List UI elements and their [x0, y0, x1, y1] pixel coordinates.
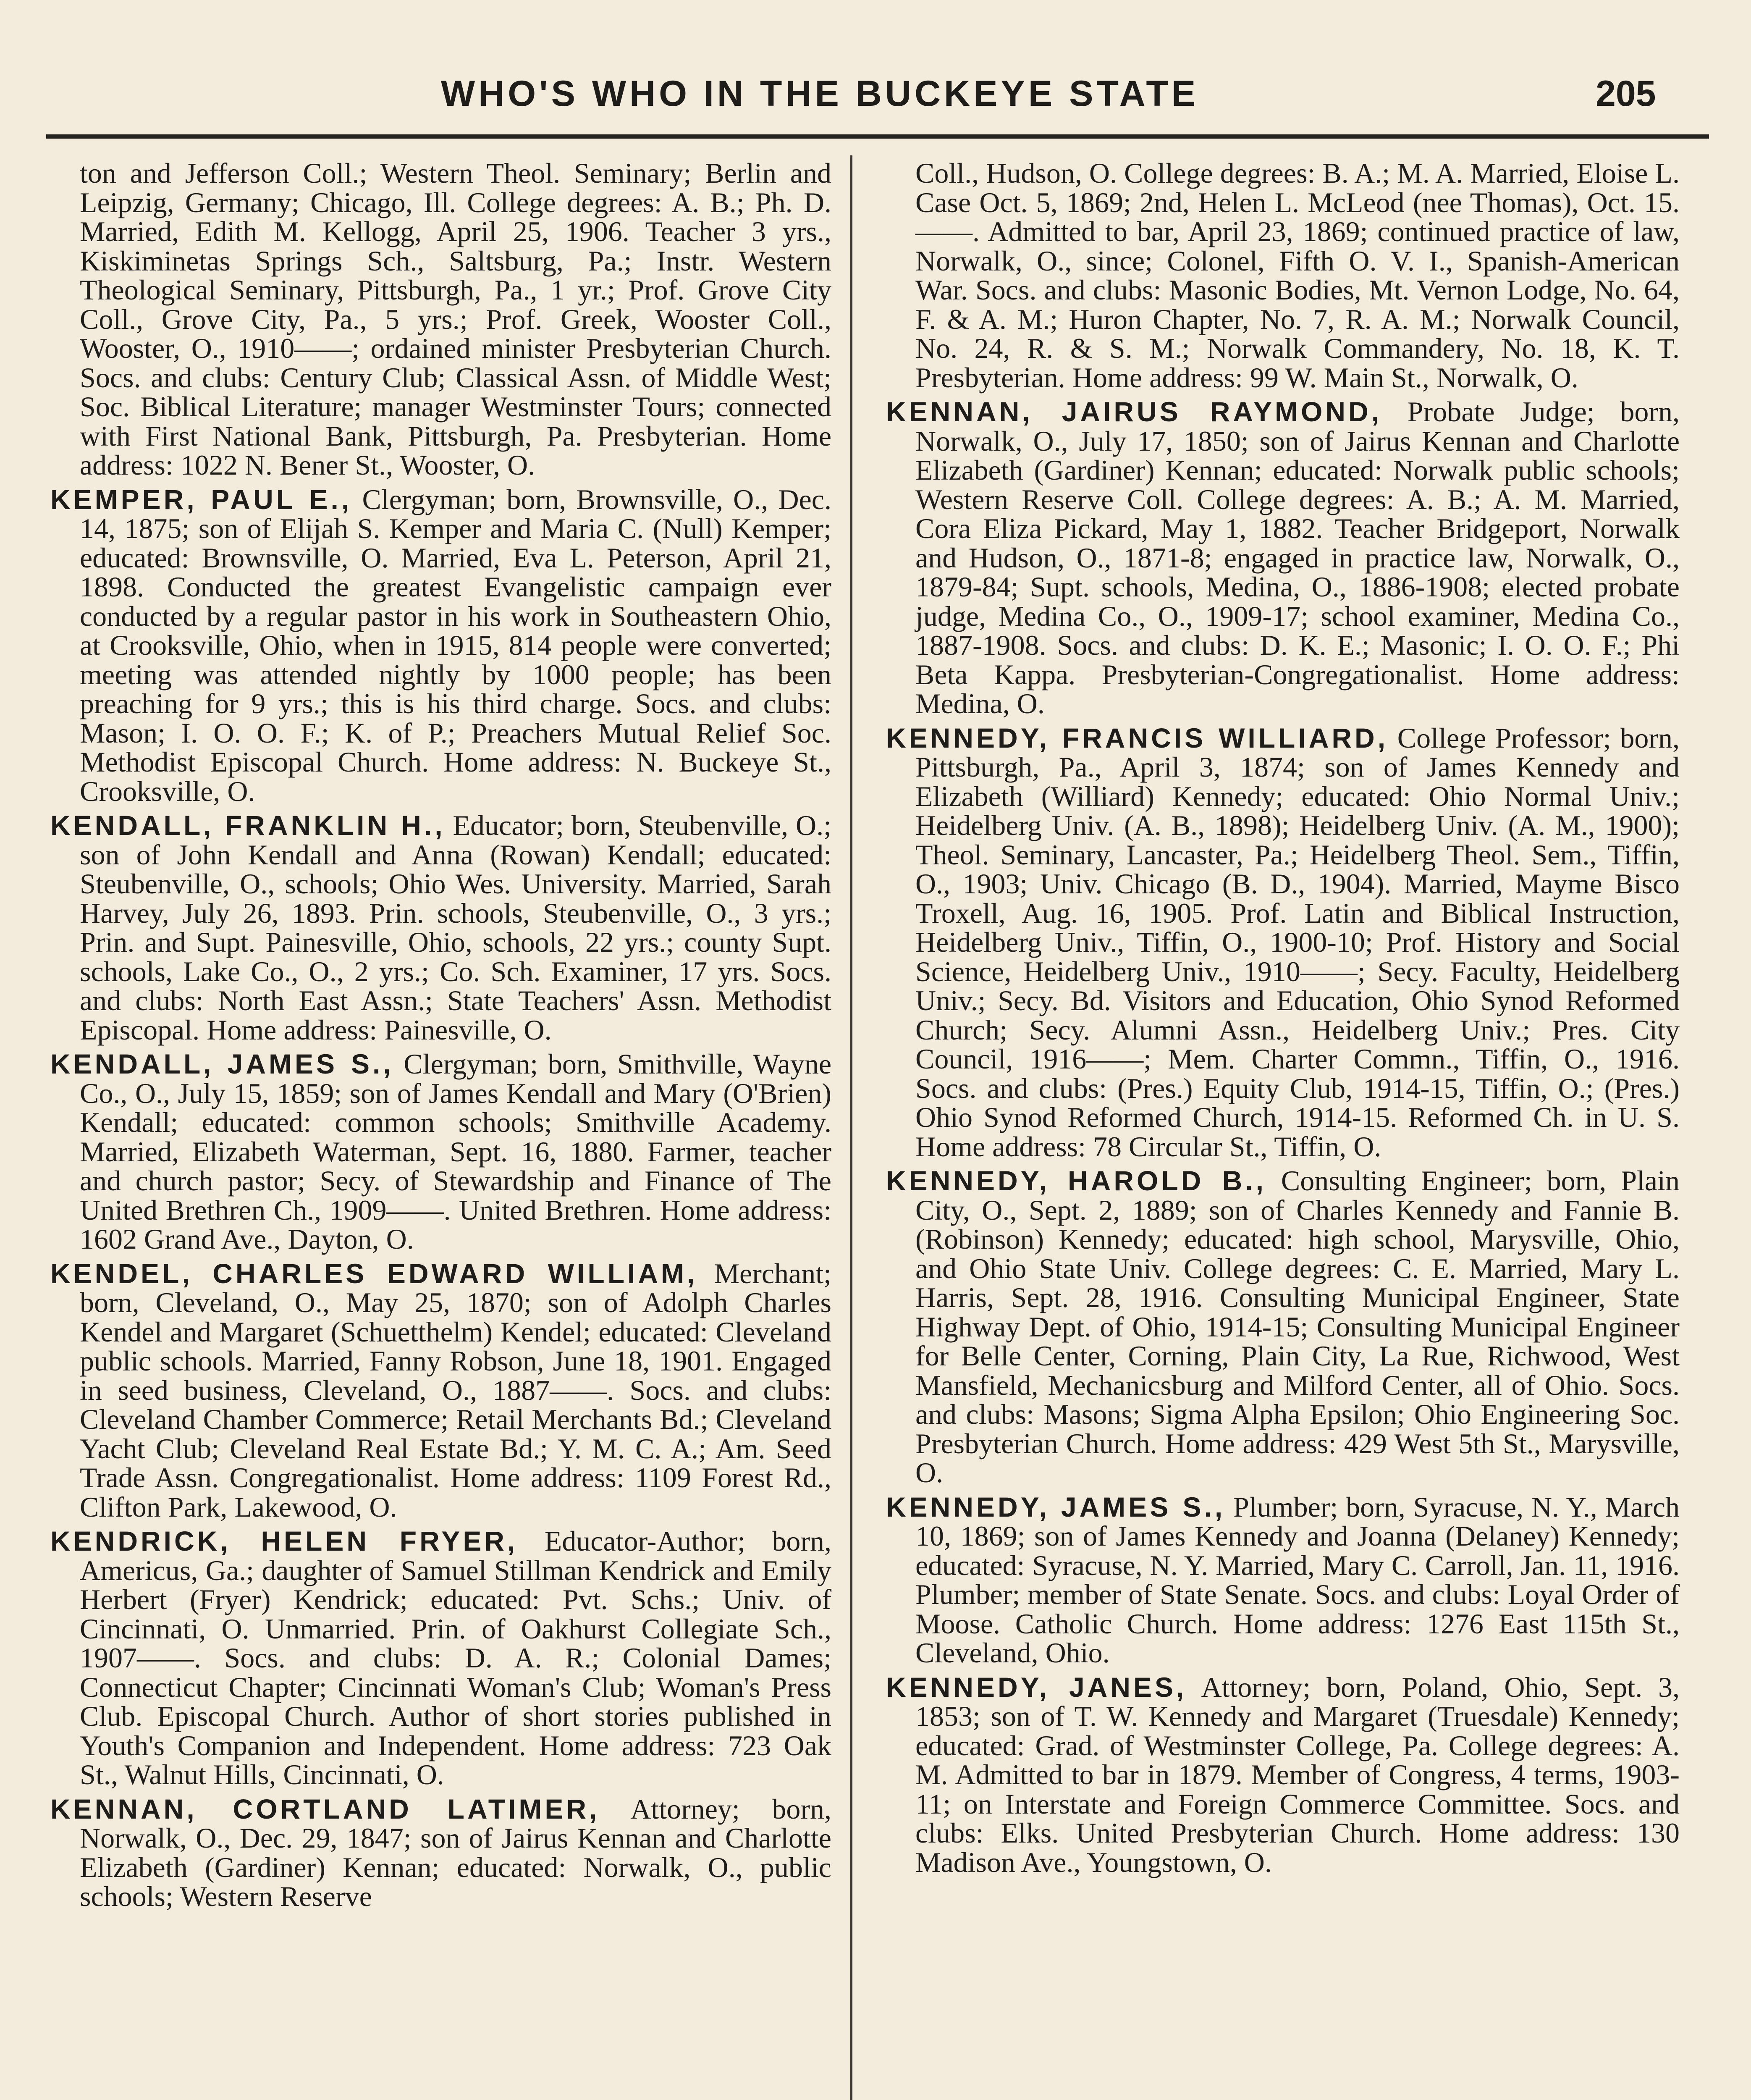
- entry-kendrick-helen: [50, 1527, 831, 1790]
- entry-name: KENDALL, JAMES S.,: [50, 1048, 394, 1079]
- entry-text: Merchant; born, Cleveland, O., May 25, 1870; son of Adolph Charles Kendel and Margaret (Schuetthelm) Kendel; educated: Cleveland public schools. Married, Fanny Robson, June 18, 1901. Engaged in seed business, Cleveland, O., 1887——. Socs. and clubs: Cleveland Chamber Commerce; Retail Merchants Bd.; Cleveland Yacht Club; Cleveland Real Estate Bd.; Y. M. C. A.; Am. Seed Trade Assn. Congregationalist. Home address: 1109 Forest Rd., Clifton Park, Lakewood, O.: [80, 1257, 832, 1523]
- entry-name: KENNAN, JAIRUS RAYMOND,: [886, 396, 1382, 427]
- entry-text: Attorney; born, Norwalk, O., Dec. 29, 1847; son of Jairus Kennan and Charlotte Elizabeth (Gardiner) Kennan; educated: Norwalk, O., public schools; Western Reserve: [80, 1793, 831, 1912]
- entry-kennan-cortland: [50, 1795, 831, 1911]
- entry-text: Plumber; born, Syracuse, N. Y., March 10, 1869; son of James Kennedy and Joanna (Delaney) Kennedy; educated: Syracuse, N. Y. Married, Mary C. Carroll, Jan. 11, 1916. Plumber; member of State Senate. Socs. and clubs: Loyal Order of Moose. Catholic Church. Home address: 1276 East 115th St., Cleveland, Ohio.: [915, 1491, 1680, 1669]
- entry-name: KENNEDY, HAROLD B.,: [886, 1165, 1266, 1196]
- entry-kennedy-harold: [886, 1166, 1680, 1488]
- continued-entry-text: Coll., Hudson, O. College degrees: B. A.; M. A. Married, Eloise L. Case Oct. 5, 1869; 2nd, Helen L. McLeod (nee Thomas), Oct. 15. ——. Admitted to bar, April 23, 1869; continued practice of law, Norwalk, O., since; Colonel, Fifth O. V. I., Spanish-American War. Socs. and clubs: Masonic Bodies, Mt. Vernon Lodge, No. 64, F. & A. M.; Huron Chapter, No. 7, R. A. M.; Norwalk Council, No. 24, R. & S. M.; Norwalk Commandery, No. 18, K. T. Presbyterian. Home address: 99 W. Main St., Norwalk, O.: [915, 157, 1680, 394]
- entry-name: KENDALL, FRANKLIN H.,: [50, 810, 446, 841]
- page-number: 205: [1596, 74, 1656, 114]
- entry-name: KENNEDY, FRANCIS WILLIARD,: [886, 722, 1389, 753]
- entry-name: KENNEDY, JANES,: [886, 1671, 1187, 1703]
- entry-text: Educator-Author; born, Americus, Ga.; daughter of Samuel Stillman Kendrick and Emily Herbert (Fryer) Kendrick; educated: Pvt. Schs.; Univ. of Cincinnati, O. Unmarried. Prin. of Oakhurst Collegiate Sch., 1907——. Socs. and clubs: D. A. R.; Colonial Dames; Connecticut Chapter; Cincinnati Woman's Club; Woman's Press Club. Episcopal Church. Author of short stories published in Youth's Companion and Independent. Home address: 723 Oak St., Walnut Hills, Cincinnati, O.: [80, 1525, 832, 1790]
- entry-text: Consulting Engineer; born, Plain City, O., Sept. 2, 1889; son of Charles Kennedy and Fannie B. (Robinson) Kennedy; educated: high school, Marysville, Ohio, and Ohio State Univ. College degrees: C. E. Married, Mary L. Harris, Sept. 28, 1916. Consulting Municipal Engineer, State Highway Dept. of Ohio, 1914-15; Consulting Municipal Engineer for Belle Center, Corning, Plain City, La Rue, Richwood, West Mansfield, Mechanicsburg and Milford Center, all of Ohio. Socs. and clubs: Masons; Sigma Alpha Epsilon; Ohio Engineering Soc. Presbyterian Church. Home address: 429 West 5th St., Marysville, O.: [915, 1165, 1680, 1488]
- entry-kendall-franklin: [50, 811, 831, 1045]
- entry-kemper-paul: [50, 485, 831, 806]
- entry-name: KENDRICK, HELEN FRYER,: [50, 1525, 518, 1557]
- left-column: [50, 159, 831, 1911]
- running-title: WHO'S WHO IN THE BUCKEYE STATE: [441, 74, 1199, 114]
- entry-kennedy-francis: [886, 724, 1680, 1162]
- entry-name: KENNEDY, JAMES S.,: [886, 1491, 1226, 1522]
- entry-kennan-jairus: [886, 397, 1680, 719]
- page-header: [0, 63, 1751, 143]
- right-column: [886, 159, 1680, 1877]
- entry-kennedy-james: [886, 1493, 1680, 1668]
- header-rule: [46, 134, 1709, 139]
- column-divider: [850, 155, 852, 2100]
- entry-name: KENNAN, CORTLAND LATIMER,: [50, 1793, 600, 1824]
- entry-text: Attorney; born, Poland, Ohio, Sept. 3, 1853; son of T. W. Kennedy and Margaret (Truesdale) Kennedy; educated: Grad. of Westminster College, Pa. College degrees: A. M. Admitted to bar in 1879. Member of Congress, 4 terms, 1903-11; on Interstate and Foreign Commerce Committee. Socs. and clubs: Elks. United Presbyterian Church. Home address: 130 Madison Ave., Youngstown, O.: [915, 1671, 1680, 1878]
- entry-name: KENDEL, CHARLES EDWARD WILLIAM,: [50, 1257, 698, 1289]
- entry-text: Clergyman; born, Smithville, Wayne Co., O., July 15, 1859; son of James Kendall and Mary (O'Brien) Kendall; educated: common schools; Smithville Academy. Married, Elizabeth Waterman, Sept. 16, 1880. Farmer, teacher and church pastor; Secy. of Stewardship and Finance of The United Brethren Ch., 1909——. United Brethren. Home address: 1602 Grand Ave., Dayton, O.: [80, 1048, 832, 1255]
- entry-name: KEMPER, PAUL E.,: [50, 483, 352, 515]
- entry-kendall-james: [50, 1050, 831, 1254]
- continued-entry-text: ton and Jefferson Coll.; Western Theol. Seminary; Berlin and Leipzig, Germany; Chicago, Ill. College degrees: A. B.; Ph. D. Married, Edith M. Kellogg, April 25, 1906. Teacher 3 yrs., Kiskiminetas Springs Sch., Saltsburg, Pa.; Instr. Western Theological Seminary, Pittsburgh, Pa., 1 yr.; Prof. Grove City Coll., Grove City, Pa., 5 yrs.; Prof. Greek, Wooster Coll., Wooster, O., 1910——; ordained minister Presbyterian Church. Socs. and clubs: Century Club; Classical Assn. of Middle West; Soc. Biblical Literature; manager Westminster Tours; connected with First National Bank, Pittsburgh, Pa. Presbyterian. Home address: 1022 N. Bener St., Wooster, O.: [80, 157, 831, 481]
- entry-text: Clergyman; born, Brownsville, O., Dec. 14, 1875; son of Elijah S. Kemper and Maria C. (Null) Kemper; educated: Brownsville, O. Married, Eva L. Peterson, April 21, 1898. Conducted the greatest Evangelistic campaign ever conducted by a regular pastor in his work in Southeastern Ohio, at Crooksville, Ohio, when in 1915, 814 people were converted; meeting was attended nightly by 1000 people; has been preaching for 9 yrs.; this is his third charge. Socs. and clubs: Mason; I. O. O. F.; K. of P.; Preachers Mutual Relief Soc. Methodist Episcopal Church. Home address: N. Buckeye St., Crooksville, O.: [80, 483, 831, 807]
- entry-text: College Professor; born, Pittsburgh, Pa., April 3, 1874; son of James Kennedy and Elizabeth (Williard) Kennedy; educated: Ohio Normal Univ.; Heidelberg Univ. (A. B., 1898); Heidelberg Univ. (A. M., 1900); Theol. Seminary, Lancaster, Pa.; Heidelberg Theol. Sem., Tiffin, O., 1903; Univ. Chicago (B. D., 1904). Married, Mayme Bisco Troxell, Aug. 16, 1905. Prof. Latin and Biblical Instruction, Heidelberg Univ., Tiffin, O., 1900-10; Prof. History and Social Science, Heidelberg Univ., 1910——; Secy. Faculty, Heidelberg Univ.; Secy. Bd. Visitors and Education, Ohio Synod Reformed Church; Secy. Alumni Assn., Heidelberg Univ.; Pres. City Council, 1916——; Mem. Charter Commn., Tiffin, O., 1916. Socs. and clubs: (Pres.) Equity Club, 1914-15, Tiffin, O.; (Pres.) Ohio Synod Reformed Church, 1914-15. Reformed Ch. in U. S. Home address: 78 Circular St., Tiffin, O.: [915, 722, 1680, 1163]
- entry-kendel-charles: [50, 1259, 831, 1522]
- entry-kennedy-janes: [886, 1673, 1680, 1877]
- entry-text: Educator; born, Steubenville, O.; son of John Kendall and Anna (Rowan) Kendall; educated: Steubenville, O., schools; Ohio Wes. University. Married, Sarah Harvey, July 26, 1893. Prin. schools, Steubenville, O., 3 yrs.; Prin. and Supt. Painesville, Ohio, schools, 22 yrs.; county Supt. schools, Lake Co., O., 2 yrs.; Co. Sch. Examiner, 17 yrs. Socs. and clubs: North East Assn.; State Teachers' Assn. Methodist Episcopal. Home address: Painesville, O.: [80, 809, 831, 1046]
- entry-text: Probate Judge; born, Norwalk, O., July 17, 1850; son of Jairus Kennan and Charlotte Elizabeth (Gardiner) Kennan; educated: Norwalk public schools; Western Reserve Coll. College degrees: A. B.; A. M. Married, Cora Eliza Pickard, May 1, 1882. Teacher Bridgeport, Norwalk and Hudson, O., 1871-8; engaged in practice law, Norwalk, O., 1879-84; Supt. schools, Medina, O., 1886-1908; elected probate judge, Medina Co., O., 1909-17; school examiner, Medina Co., 1887-1908. Socs. and clubs: D. K. E.; Masonic; I. O. O. F.; Phi Beta Kappa. Presbyterian-Congregationalist. Home address: Medina, O.: [915, 396, 1680, 719]
